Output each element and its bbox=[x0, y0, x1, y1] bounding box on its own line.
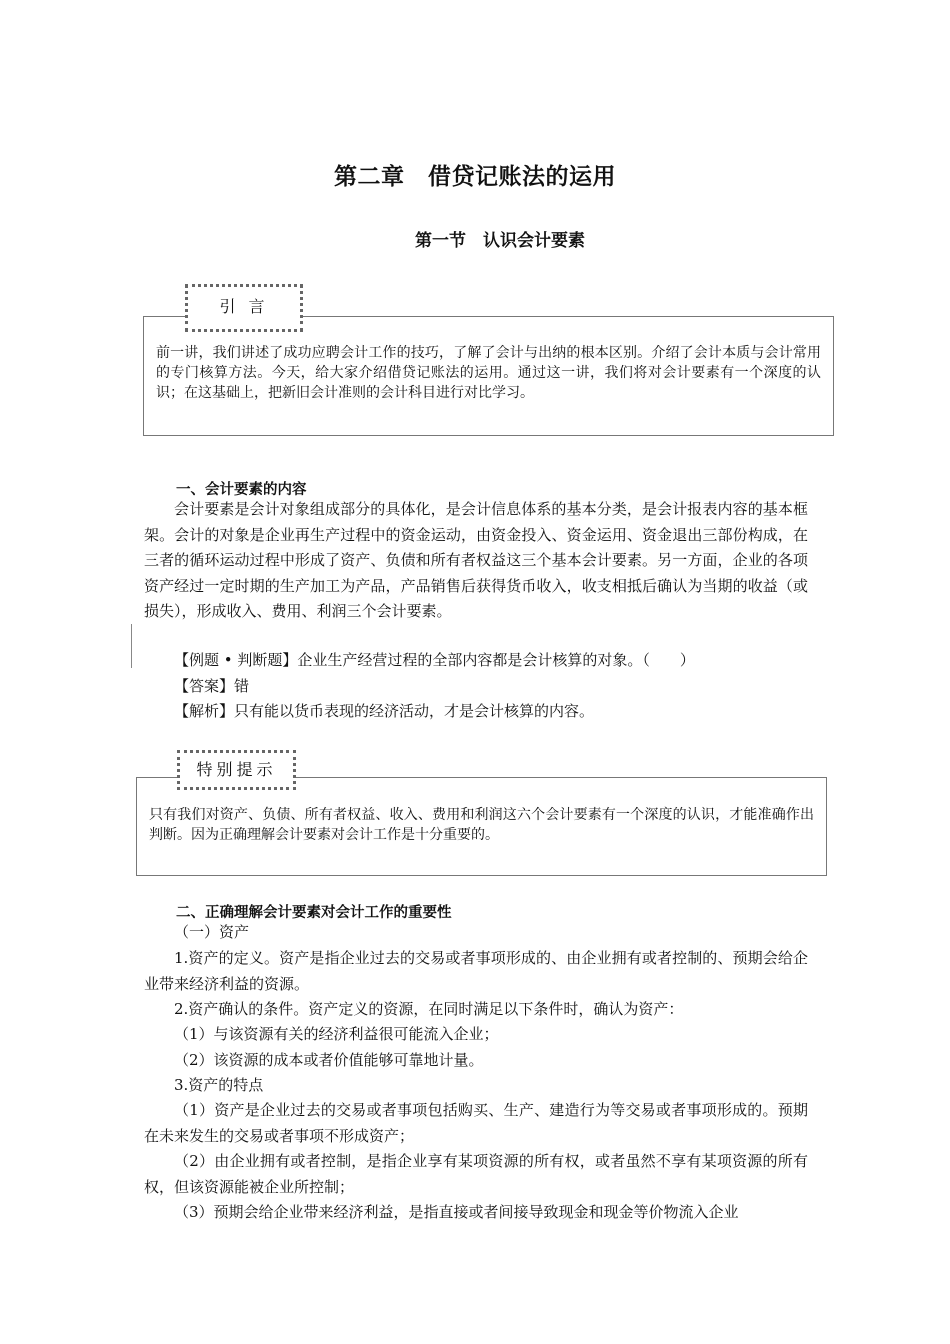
part2-heading: 二、正确理解会计要素对会计工作的重要性 bbox=[176, 905, 452, 921]
tip-tag: 特别提示 bbox=[177, 750, 296, 790]
asset-condition-2: （2）该资源的成本或者价值能够可靠地计量。 bbox=[174, 1051, 484, 1069]
part1-heading: 一、会计要素的内容 bbox=[176, 482, 307, 498]
asset-features: 3.资产的特点 bbox=[174, 1076, 264, 1094]
example-analysis: 【解析】只有能以货币表现的经济活动，才是会计核算的内容。 bbox=[174, 702, 595, 720]
part1-paragraph: 会计要素是会计对象组成部分的具体化，是会计信息体系的基本分类，是会计报表内容的基本框架。会计的对象是企业再生产过程中的资金运动，由资金投入、资金运用、资金退出三部份构成，在三者的循环运动过程中形成了资产、负债和所有者权益这三个基本会计要素。另一方面，企业的各项资产经过一定时期的生产加工为产品，产品销售后获得货币收入，收支相抵后确认为当期的收益（或损失），形成收入、费用、利润三个会计要素。 bbox=[144, 500, 808, 620]
asset-conditions: 2.资产确认的条件。资产定义的资源，在同时满足以下条件时，确认为资产： bbox=[174, 1000, 684, 1018]
margin-mark bbox=[131, 624, 132, 668]
intro-box bbox=[143, 316, 834, 436]
asset-subheading: （一）资产 bbox=[174, 923, 250, 941]
section-title: 第一节 认识会计要素 bbox=[415, 231, 585, 251]
asset-condition-1: （1）与该资源有关的经济利益很可能流入企业； bbox=[174, 1025, 499, 1043]
intro-tag: 引 言 bbox=[185, 284, 303, 332]
asset-feature-2: （2）由企业拥有或者控制，是指企业享有某项资源的所有权，或者虽然不享有某项资源的所有权，但该资源能被企业所控制； bbox=[144, 1152, 808, 1196]
chapter-title: 第二章 借贷记账法的运用 bbox=[334, 164, 616, 190]
intro-text: 前一讲，我们讲述了成功应聘会计工作的技巧，了解了会计与出纳的根本区别。介绍了会计本质与会计常用的专门核算方法。今天，给大家介绍借贷记账法的运用。通过这一讲，我们将对会计要素有一个深度的认识；在这基础上，把新旧会计准则的会计科目进行对比学习。 bbox=[156, 345, 821, 401]
asset-definition: 1.资产的定义。资产是指企业过去的交易或者事项形成的、由企业拥有或者控制的、预期会给企业带来经济利益的资源。 bbox=[144, 949, 808, 993]
asset-feature-1: （1）资产是企业过去的交易或者事项包括购买、生产、建造行为等交易或者事项形成的。预期在未来发生的交易或者事项不形成资产； bbox=[144, 1101, 808, 1145]
tip-box bbox=[136, 777, 827, 876]
example-question: 【例题 • 判断题】企业生产经营过程的全部内容都是会计核算的对象。（ ） bbox=[174, 651, 695, 669]
asset-feature-3: （3）预期会给企业带来经济利益，是指直接或者间接导致现金和现金等价物流入企业 bbox=[174, 1203, 739, 1221]
example-answer: 【答案】错 bbox=[174, 677, 250, 695]
tip-text: 只有我们对资产、负债、所有者权益、收入、费用和利润这六个会计要素有一个深度的认识，才能准确作出判断。因为正确理解会计要素对会计工作是十分重要的。 bbox=[149, 807, 814, 843]
